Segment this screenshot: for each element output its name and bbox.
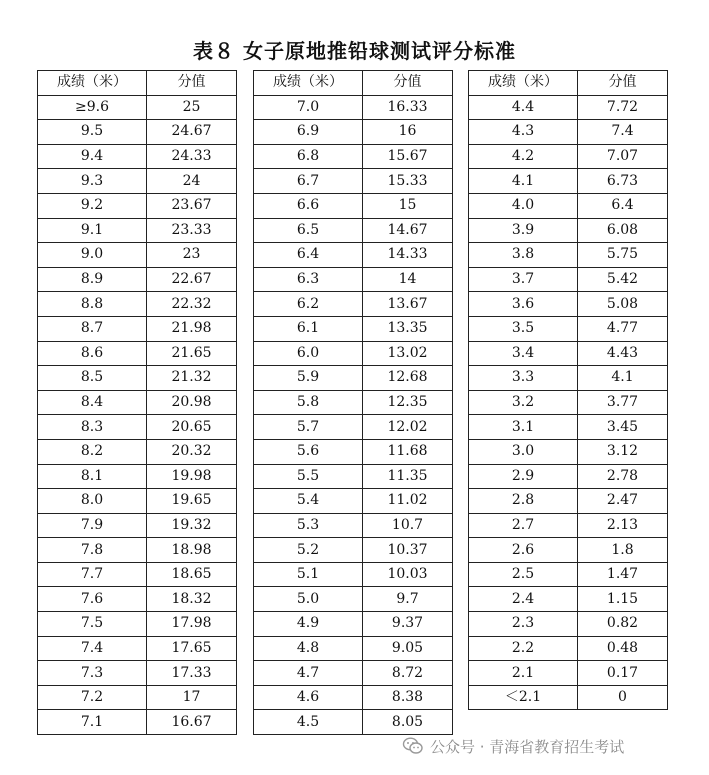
- table-row: [254, 120, 453, 145]
- table-row: [254, 193, 453, 218]
- points-cell: 14: [363, 267, 453, 292]
- table-row: [254, 587, 453, 612]
- points-cell: 13.35: [363, 316, 453, 341]
- points-cell: 5.75: [578, 243, 668, 268]
- table-row: [254, 267, 453, 292]
- score-cell: 5.8: [254, 390, 363, 415]
- points-cell: 0.17: [578, 661, 668, 686]
- points-cell: 12.02: [363, 415, 453, 440]
- table-row: [469, 341, 668, 366]
- table-row: [254, 243, 453, 268]
- points-cell: 13.02: [363, 341, 453, 366]
- table-row: [38, 513, 237, 538]
- score-cell: 2.4: [469, 587, 578, 612]
- score-cell: 8.5: [38, 366, 147, 391]
- score-cell: 3.1: [469, 415, 578, 440]
- table-header-row: [469, 71, 668, 96]
- score-cell: 5.0: [254, 587, 363, 612]
- table-row: [38, 661, 237, 686]
- table-row: [469, 587, 668, 612]
- table-row: [469, 95, 668, 120]
- table-row: [469, 144, 668, 169]
- score-cell: 5.4: [254, 489, 363, 514]
- points-cell: 0.82: [578, 612, 668, 637]
- table-row: [469, 390, 668, 415]
- score-cell: 6.6: [254, 193, 363, 218]
- score-cell: 4.9: [254, 612, 363, 637]
- table-row: [469, 243, 668, 268]
- table-row: [469, 292, 668, 317]
- table-row: [254, 95, 453, 120]
- points-cell: 7.07: [578, 144, 668, 169]
- score-cell: 8.2: [38, 439, 147, 464]
- points-cell: 15.67: [363, 144, 453, 169]
- score-cell: 4.0: [469, 193, 578, 218]
- table-row: [469, 415, 668, 440]
- points-cell: 24.33: [147, 144, 237, 169]
- points-cell: 3.12: [578, 439, 668, 464]
- points-cell: 6.08: [578, 218, 668, 243]
- table-row: [254, 489, 453, 514]
- score-cell: 4.2: [469, 144, 578, 169]
- table-row: [469, 489, 668, 514]
- points-cell: 1.47: [578, 562, 668, 587]
- score-cell: 4.5: [254, 710, 363, 735]
- table-row: [469, 464, 668, 489]
- score-cell: 6.9: [254, 120, 363, 145]
- score-cell: 2.2: [469, 636, 578, 661]
- points-cell: 25: [147, 95, 237, 120]
- score-cell: 6.1: [254, 316, 363, 341]
- score-cell: 3.2: [469, 390, 578, 415]
- score-cell: ＜2.1: [469, 685, 578, 710]
- score-cell: 8.9: [38, 267, 147, 292]
- score-cell: 3.6: [469, 292, 578, 317]
- score-cell: 7.9: [38, 513, 147, 538]
- score-cell: 9.5: [38, 120, 147, 145]
- points-cell: 3.45: [578, 415, 668, 440]
- points-cell: 5.08: [578, 292, 668, 317]
- points-cell: 4.77: [578, 316, 668, 341]
- score-cell: 5.7: [254, 415, 363, 440]
- table-row: [38, 366, 237, 391]
- score-cell: 9.4: [38, 144, 147, 169]
- score-cell: 6.5: [254, 218, 363, 243]
- points-cell: 17.98: [147, 612, 237, 637]
- points-cell: 8.38: [363, 685, 453, 710]
- score-cell: 8.1: [38, 464, 147, 489]
- score-cell: 9.0: [38, 243, 147, 268]
- table-row: [254, 169, 453, 194]
- points-cell: 21.98: [147, 316, 237, 341]
- column-header-score: 成绩（米）: [38, 71, 147, 96]
- score-cell: 6.4: [254, 243, 363, 268]
- score-cell: 3.0: [469, 439, 578, 464]
- points-cell: 24: [147, 169, 237, 194]
- score-cell: 3.7: [469, 267, 578, 292]
- points-cell: 10.37: [363, 538, 453, 563]
- table-row: [469, 562, 668, 587]
- score-cell: 3.5: [469, 316, 578, 341]
- points-cell: 22.67: [147, 267, 237, 292]
- table-row: [38, 685, 237, 710]
- score-cell: 2.1: [469, 661, 578, 686]
- table-row: [254, 661, 453, 686]
- points-cell: 7.72: [578, 95, 668, 120]
- points-cell: 11.02: [363, 489, 453, 514]
- column-header-score: 成绩（米）: [254, 71, 363, 96]
- table-row: [254, 341, 453, 366]
- score-cell: 8.6: [38, 341, 147, 366]
- table-row: [254, 513, 453, 538]
- score-cell: 7.2: [38, 685, 147, 710]
- points-cell: 8.72: [363, 661, 453, 686]
- points-cell: 19.65: [147, 489, 237, 514]
- points-cell: 17: [147, 685, 237, 710]
- table-row: [38, 612, 237, 637]
- score-cell: 4.7: [254, 661, 363, 686]
- points-cell: 23.67: [147, 193, 237, 218]
- table-row: [254, 562, 453, 587]
- points-cell: 16.33: [363, 95, 453, 120]
- table-row: [38, 341, 237, 366]
- score-cell: 7.1: [38, 710, 147, 735]
- score-cell: 7.7: [38, 562, 147, 587]
- table-row: [469, 316, 668, 341]
- table-row: [254, 685, 453, 710]
- table-row: [254, 612, 453, 637]
- points-cell: 17.65: [147, 636, 237, 661]
- table-row: [38, 120, 237, 145]
- wechat-icon: [402, 735, 424, 757]
- table-row: [469, 513, 668, 538]
- table-row: [254, 292, 453, 317]
- score-cell: 2.8: [469, 489, 578, 514]
- points-cell: 20.32: [147, 439, 237, 464]
- points-cell: 15.33: [363, 169, 453, 194]
- score-cell: 7.0: [254, 95, 363, 120]
- points-cell: 17.33: [147, 661, 237, 686]
- table-row: [38, 193, 237, 218]
- score-cell: 6.7: [254, 169, 363, 194]
- table-row: [254, 366, 453, 391]
- table-row: [254, 710, 453, 735]
- table-row: [254, 538, 453, 563]
- table-row: [469, 612, 668, 637]
- points-cell: 7.4: [578, 120, 668, 145]
- points-cell: 18.98: [147, 538, 237, 563]
- points-cell: 9.7: [363, 587, 453, 612]
- table-row: [38, 636, 237, 661]
- table-row: [38, 390, 237, 415]
- points-cell: 16.67: [147, 710, 237, 735]
- table-row: [469, 267, 668, 292]
- points-cell: 4.1: [578, 366, 668, 391]
- score-cell: 6.2: [254, 292, 363, 317]
- watermark-text: 公众号 · 青海省教育招生考试: [430, 737, 625, 756]
- score-cell: 2.5: [469, 562, 578, 587]
- score-cell: 3.4: [469, 341, 578, 366]
- table-row: [254, 636, 453, 661]
- points-cell: 10.03: [363, 562, 453, 587]
- score-cell: 2.3: [469, 612, 578, 637]
- points-cell: 6.4: [578, 193, 668, 218]
- points-cell: 12.68: [363, 366, 453, 391]
- points-cell: 16: [363, 120, 453, 145]
- score-cell: 8.7: [38, 316, 147, 341]
- score-cell: 8.0: [38, 489, 147, 514]
- table-row: [469, 636, 668, 661]
- table-row: [469, 685, 668, 710]
- score-cell: 3.3: [469, 366, 578, 391]
- points-cell: 24.67: [147, 120, 237, 145]
- points-cell: 1.8: [578, 538, 668, 563]
- points-cell: 21.32: [147, 366, 237, 391]
- table-row: [254, 316, 453, 341]
- score-cell: 3.9: [469, 218, 578, 243]
- points-cell: 11.35: [363, 464, 453, 489]
- score-cell: 7.6: [38, 587, 147, 612]
- table-row: [469, 538, 668, 563]
- table-row: [469, 120, 668, 145]
- points-cell: 4.43: [578, 341, 668, 366]
- score-cell: 4.1: [469, 169, 578, 194]
- score-table-3: [468, 70, 668, 710]
- points-cell: 9.37: [363, 612, 453, 637]
- table-row: [38, 144, 237, 169]
- points-cell: 14.33: [363, 243, 453, 268]
- column-header-points: 分值: [578, 71, 668, 96]
- column-header-points: 分值: [147, 71, 237, 96]
- score-cell: 5.9: [254, 366, 363, 391]
- table-row: [469, 366, 668, 391]
- points-cell: 21.65: [147, 341, 237, 366]
- column-header-points: 分值: [363, 71, 453, 96]
- table-row: [469, 661, 668, 686]
- score-cell: 4.8: [254, 636, 363, 661]
- score-cell: 6.3: [254, 267, 363, 292]
- score-cell: 9.3: [38, 169, 147, 194]
- table-row: [469, 193, 668, 218]
- table-row: [469, 218, 668, 243]
- score-cell: 7.4: [38, 636, 147, 661]
- table-row: [38, 710, 237, 735]
- points-cell: 2.78: [578, 464, 668, 489]
- watermark: [402, 735, 624, 757]
- column-header-score: 成绩（米）: [469, 71, 578, 96]
- score-cell: 4.6: [254, 685, 363, 710]
- page-title: 表８ 女子原地推铅球测试评分标准: [193, 39, 516, 63]
- table-row: [38, 439, 237, 464]
- table-row: [469, 169, 668, 194]
- score-cell: 5.3: [254, 513, 363, 538]
- score-cell: 2.7: [469, 513, 578, 538]
- score-cell: 7.3: [38, 661, 147, 686]
- table-row: [38, 489, 237, 514]
- table-row: [38, 562, 237, 587]
- score-cell: 2.6: [469, 538, 578, 563]
- table-row: [254, 464, 453, 489]
- points-cell: 12.35: [363, 390, 453, 415]
- table-row: [38, 415, 237, 440]
- score-cell: 6.0: [254, 341, 363, 366]
- score-cell: 6.8: [254, 144, 363, 169]
- table-header-row: [38, 71, 237, 96]
- score-cell: 8.3: [38, 415, 147, 440]
- table-header-row: [254, 71, 453, 96]
- table-row: [38, 95, 237, 120]
- table-row: [38, 538, 237, 563]
- points-cell: 11.68: [363, 439, 453, 464]
- score-cell: 7.8: [38, 538, 147, 563]
- table-row: [254, 390, 453, 415]
- score-cell: 5.5: [254, 464, 363, 489]
- points-cell: 18.32: [147, 587, 237, 612]
- score-cell: 9.2: [38, 193, 147, 218]
- points-cell: 14.67: [363, 218, 453, 243]
- points-cell: 13.67: [363, 292, 453, 317]
- score-cell: 5.6: [254, 439, 363, 464]
- points-cell: 22.32: [147, 292, 237, 317]
- points-cell: 3.77: [578, 390, 668, 415]
- table-row: [38, 243, 237, 268]
- score-cell: 5.1: [254, 562, 363, 587]
- score-cell: 4.4: [469, 95, 578, 120]
- score-cell: 7.5: [38, 612, 147, 637]
- table-row: [38, 292, 237, 317]
- score-cell: 8.8: [38, 292, 147, 317]
- table-row: [38, 587, 237, 612]
- score-cell: 5.2: [254, 538, 363, 563]
- points-cell: 23.33: [147, 218, 237, 243]
- table-row: [38, 316, 237, 341]
- points-cell: 19.32: [147, 513, 237, 538]
- score-cell: ≥9.6: [38, 95, 147, 120]
- points-cell: 9.05: [363, 636, 453, 661]
- points-cell: 1.15: [578, 587, 668, 612]
- score-cell: 8.4: [38, 390, 147, 415]
- score-cell: 2.9: [469, 464, 578, 489]
- points-cell: 20.65: [147, 415, 237, 440]
- points-cell: 5.42: [578, 267, 668, 292]
- points-cell: 8.05: [363, 710, 453, 735]
- points-cell: 18.65: [147, 562, 237, 587]
- table-row: [254, 218, 453, 243]
- score-cell: 3.8: [469, 243, 578, 268]
- table-row: [254, 144, 453, 169]
- table-row: [254, 439, 453, 464]
- points-cell: 2.13: [578, 513, 668, 538]
- points-cell: 23: [147, 243, 237, 268]
- points-cell: 15: [363, 193, 453, 218]
- points-cell: 20.98: [147, 390, 237, 415]
- table-row: [38, 169, 237, 194]
- score-cell: 4.3: [469, 120, 578, 145]
- table-row: [38, 267, 237, 292]
- score-table-2: [253, 70, 453, 735]
- table-row: [38, 218, 237, 243]
- table-row: [254, 415, 453, 440]
- points-cell: 6.73: [578, 169, 668, 194]
- table-row: [469, 439, 668, 464]
- points-cell: 10.7: [363, 513, 453, 538]
- points-cell: 0.48: [578, 636, 668, 661]
- table-row: [38, 464, 237, 489]
- points-cell: 2.47: [578, 489, 668, 514]
- points-cell: 0: [578, 685, 668, 710]
- score-cell: 9.1: [38, 218, 147, 243]
- points-cell: 19.98: [147, 464, 237, 489]
- score-table-1: [37, 70, 237, 735]
